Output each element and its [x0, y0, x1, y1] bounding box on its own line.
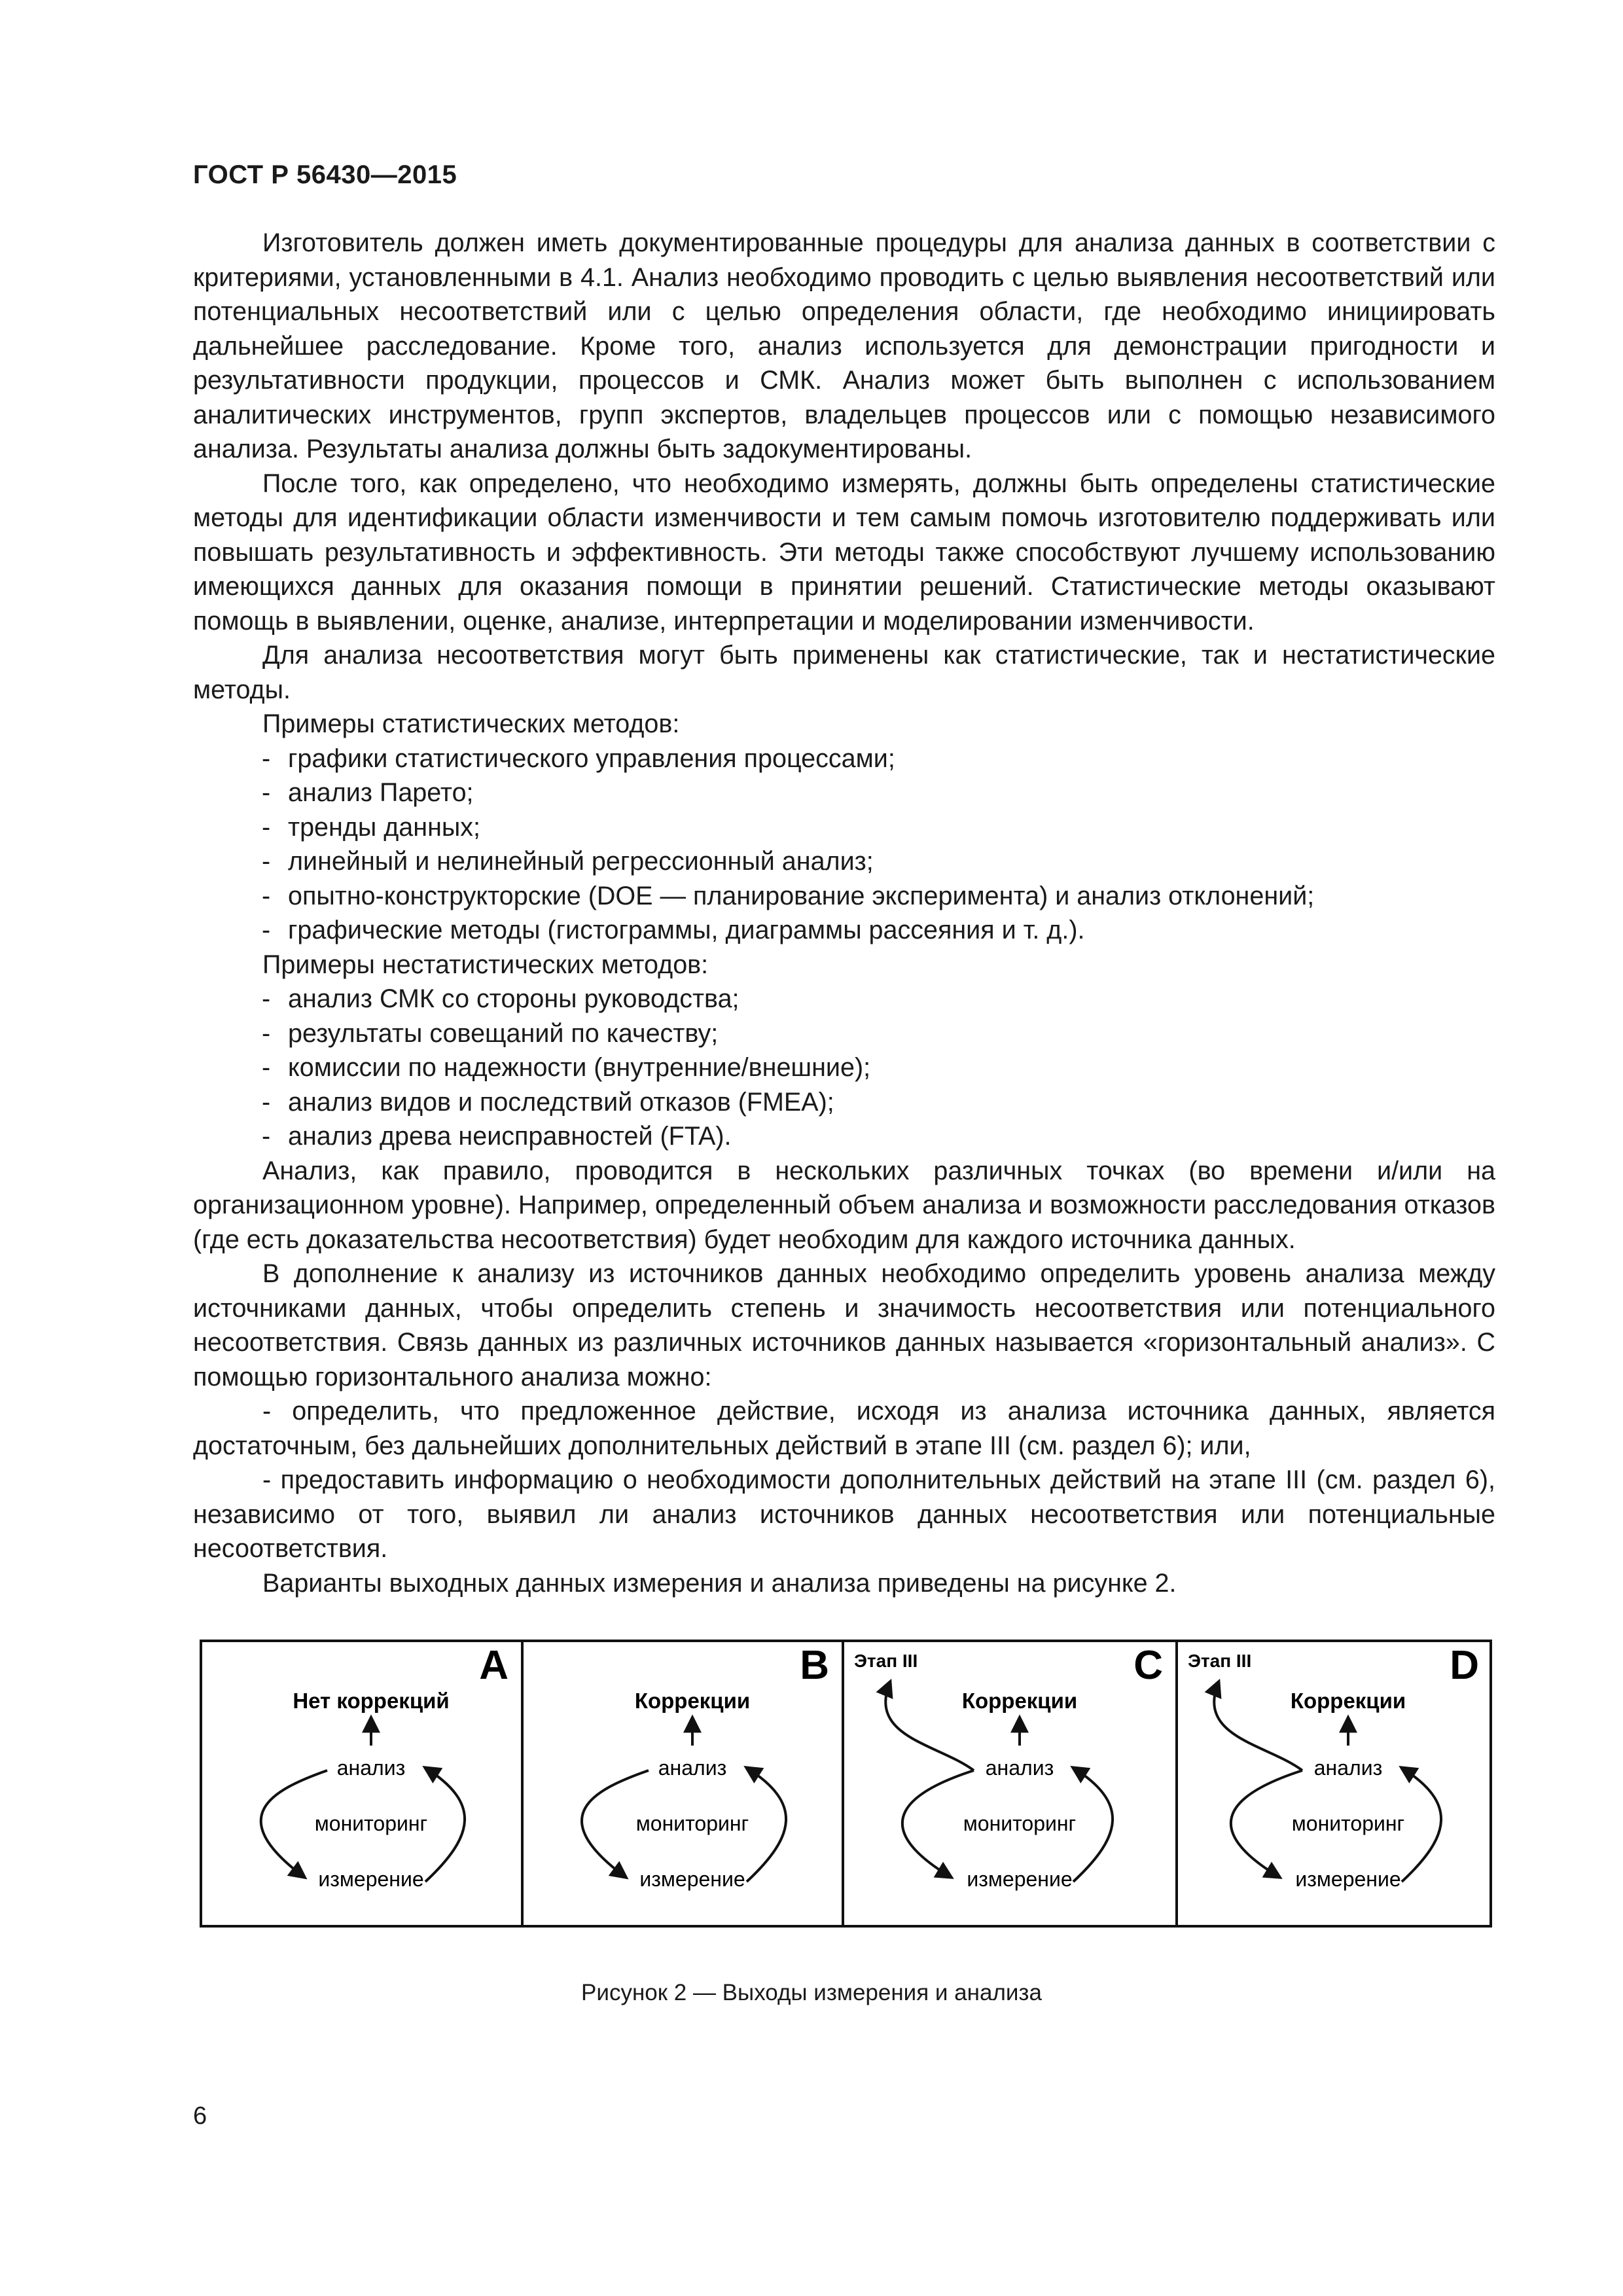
panel-letter: A [479, 1643, 508, 1688]
paragraph: - определить, что предложенное действие, исходя из анализа источника данных, является достаточным, без дальнейших дополнительных действий в этапе III (см. раздел 6); или, [193, 1397, 1495, 1460]
panel-b [582, 1643, 829, 1891]
nonstatistical-methods-list [193, 982, 1495, 1154]
cycle-label-monitoring: мониторинг [635, 1812, 749, 1835]
paragraph: В дополнение к анализу из источников данных необходимо определить уровень анализа между источниками данных, чтобы определить степень и значимость несоответствия или потенциального несоответствия. Связь данных из различных источников данных называется «горизонтальный анализ». С помощью горизонтального анализа можно: [193, 1259, 1495, 1391]
page-number: 6 [193, 2102, 207, 2130]
stage-escalation-arrow [885, 1682, 974, 1770]
cycle-label-analysis: анализ [336, 1756, 406, 1780]
panel-a [261, 1643, 508, 1891]
document-body [193, 226, 1495, 1600]
statistical-methods-list [193, 742, 1495, 948]
list-item: - линейный и нелинейный регрессионный анализ; [262, 847, 874, 876]
cycle-arrow-right [425, 1768, 465, 1882]
cycle-label-analysis: анализ [658, 1756, 727, 1780]
panel-top-label: Коррекции [961, 1689, 1078, 1713]
panel-top-label: Коррекции [634, 1689, 751, 1713]
stage-label: Этап III [854, 1651, 918, 1671]
panel-letter: D [1450, 1643, 1479, 1688]
list-item: - анализ видов и последствий отказов (FMEA); [262, 1087, 834, 1117]
paragraph: Варианты выходных данных измерения и анализа приведены на рисунке 2. [262, 1568, 1177, 1598]
cycle-arrow-right [1073, 1768, 1113, 1882]
list-item: - результаты совещаний по качеству; [262, 1018, 719, 1048]
paragraph: - предоставить информацию о необходимости дополнительных действий на этапе III (см. раздел 6), независимо от того, выявил ли анализ источников данных несоответствия или потенциальные несоответствия. [193, 1465, 1495, 1563]
list-item: - анализ Парето; [262, 778, 474, 807]
list-item: - графические методы (гистограммы, диаграммы рассеяния и т. д.). [262, 916, 1085, 944]
list-intro: Примеры статистических методов: [262, 709, 680, 738]
figure-caption: Рисунок 2 — Выходы измерения и анализа [581, 1980, 1042, 2005]
cycle-arrow-right [747, 1768, 786, 1882]
paragraph: Для анализа несоответствия могут быть применены как статистические, так и нестатистические методы. [193, 641, 1495, 704]
list-intro: Примеры нестатистических методов: [262, 950, 709, 979]
stage-escalation-arrow [1214, 1682, 1302, 1770]
cycle-label-analysis: анализ [1313, 1756, 1383, 1780]
list-item: - графики статистического управления процессами; [262, 744, 895, 773]
figure-2 [200, 1640, 1492, 1928]
cycle-label-measurement: измерение [639, 1867, 745, 1891]
cycle-label-measurement: измерение [318, 1867, 424, 1891]
paragraph: Изготовитель должен иметь документированные процедуры для анализа данных в соответствии с критериями, установленными в 4.1. Анализ необходимо проводить с целью выявления несоответствий или потенциальных несоответствий или с целью определения области, где необходимо инициировать дальнейшее расследование. Кроме того, анализ используется для демонстрации пригодности и результативности продукции, процессов и СМК. Анализ может быть выполнен с использованием аналитических инструментов, групп экспертов, владельцев процессов или с помощью независимого анализа. Результаты анализа должны быть задокументированы. [193, 228, 1495, 463]
list-item: - опытно-конструкторские (DOE — планирование эксперимента) и анализ отклонений; [262, 881, 1315, 910]
panel-c [854, 1643, 1163, 1891]
list-item: - анализ древа неисправностей (FTA). [262, 1122, 732, 1151]
cycle-label-analysis: анализ [985, 1756, 1054, 1780]
cycle-label-monitoring: мониторинг [1291, 1812, 1405, 1835]
paragraph: После того, как определено, что необходимо измерять, должны быть определены статистические методы для идентификации области изменчивости и тем самым помочь изготовителю поддерживать или повышать результативность и эффективность. Эти методы также способствуют лучшему использованию имеющихся данных для оказания помощи в принятии решений. Статистические методы оказывают помощь в выявлении, оценке, анализе, интерпретации и моделировании изменчивости. [193, 469, 1495, 636]
cycle-label-monitoring: мониторинг [314, 1812, 428, 1835]
document-header: ГОСТ Р 56430—2015 [193, 160, 457, 189]
cycle-arrow-right [1402, 1768, 1441, 1882]
list-item: - тренды данных; [262, 812, 481, 842]
figure-diagram [200, 1640, 1492, 1928]
cycle-label-monitoring: мониторинг [963, 1812, 1077, 1835]
cycle-label-measurement: измерение [967, 1867, 1073, 1891]
panel-top-label: Коррекции [1290, 1689, 1406, 1713]
list-item: - анализ СМК со стороны руководства; [262, 984, 740, 1013]
list-item: - комиссии по надежности (внутренние/внешние); [262, 1053, 871, 1082]
panel-d [1188, 1643, 1479, 1891]
paragraph: Анализ, как правило, проводится в нескольких различных точках (во времени и/или на организационном уровне). Например, определенный объем анализа и возможности расследования отказов (где есть доказательства несоответствия) будет необходим для каждого источника данных. [193, 1156, 1495, 1254]
panel-top-label: Нет коррекций [293, 1689, 450, 1713]
panel-letter: B [800, 1643, 829, 1688]
cycle-label-measurement: измерение [1295, 1867, 1401, 1891]
stage-label: Этап III [1188, 1651, 1252, 1671]
panel-letter: C [1133, 1643, 1163, 1688]
